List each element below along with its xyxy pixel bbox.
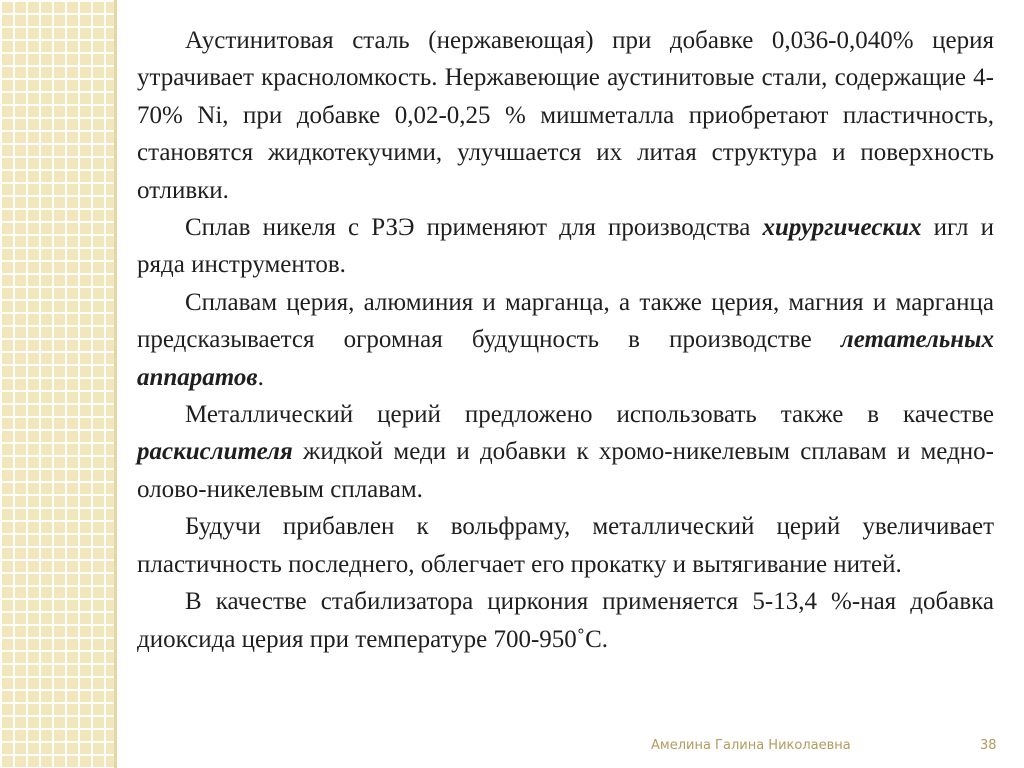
paragraph-4-text-start: Металлический церий предложено использовать также в качестве <box>185 401 994 429</box>
paragraph-2-emphasis: хирургических <box>762 214 922 242</box>
decorative-side-pattern <box>0 0 114 768</box>
paragraph-2 <box>137 209 994 284</box>
slide-body <box>137 22 994 658</box>
footer-author: Амелина Галина Николаевна <box>651 738 851 753</box>
paragraph-5-text: Будучи прибавлен к вольфраму, металлический церий увеличивает пластичность последнего, облегчает его прокатку и вытягивание нитей. <box>137 513 994 578</box>
paragraph-4-emphasis: раскислителя <box>137 438 293 466</box>
decorative-side-edge <box>114 0 117 768</box>
paragraph-1-text: Аустинитовая сталь (нержавеющая) при добавке 0,036-0,040% церия утрачивает красноломкость. Нержавеющие аустинитовые стали, содержащие 4-70% Ni, при добавке 0,02-0,25 % мишметалла приобретают пластичность, становятся жидкотекучими, улучшается их литая структура и поверхность отливки. <box>137 27 994 204</box>
paragraph-3-emphasis: летательных аппаратов <box>137 326 994 391</box>
paragraph-6-text: В качестве стабилизатора циркония применяется 5-13,4 %-ная добавка диоксида церия при температуре 700-950˚С. <box>137 588 994 653</box>
paragraph-5 <box>137 508 994 583</box>
paragraph-2-text-start: Сплав никеля с РЗЭ применяют для производства <box>185 214 763 242</box>
paragraph-3-text-end: . <box>257 363 264 391</box>
paragraph-6 <box>137 583 994 658</box>
paragraph-3 <box>137 284 994 396</box>
paragraph-4 <box>137 396 994 508</box>
paragraph-1 <box>137 22 994 209</box>
page-number: 38 <box>980 738 997 753</box>
paragraph-2-text-end: игл и ряда инструментов. <box>137 214 994 279</box>
paragraph-4-text-end: жидкой меди и добавки к хромо-никелевым сплавам и медно-олово-никелевым сплавам. <box>137 438 994 503</box>
paragraph-3-text-start: Сплавам церия, алюминия и марганца, а также церия, магния и марганца предсказывается огромная будущность в производстве <box>137 288 994 354</box>
